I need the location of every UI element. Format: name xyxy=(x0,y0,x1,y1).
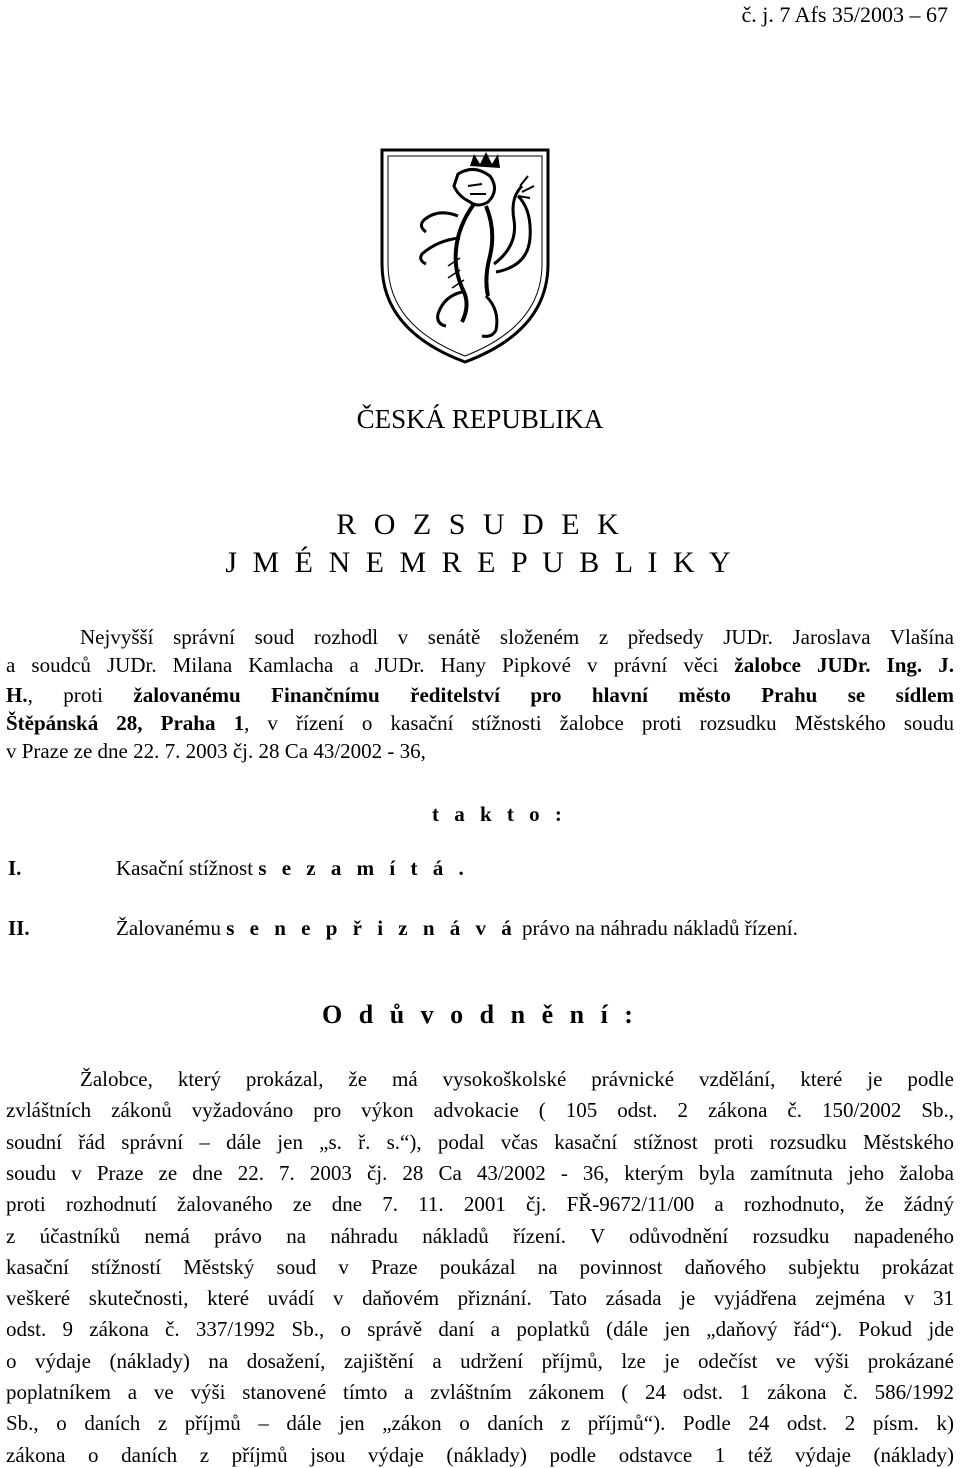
verdict-ruling: s e z a m í t á . xyxy=(258,856,469,880)
intro-line: Nejvyšší správní soud rozhodl v senátě složeném z předsedy JUDr. Jaroslava Vlašína xyxy=(80,625,954,649)
intro-line xyxy=(6,652,954,678)
intro-line xyxy=(6,710,954,736)
intro-text: , v řízení o kasační stížnosti žalobce proti rozsudku Městského soudu xyxy=(244,711,954,735)
reasoning-line: kasační stížností Městský soud v Praze poukázal na povinnost daňového subjektu prokázat xyxy=(6,1254,954,1279)
verdict-ruling: s e n e p ř i z n á v á xyxy=(226,916,517,940)
reasoning-line: o výdaje (náklady) na dosažení, zajištění a udržení příjmů, lze je odečíst ve výši prokázané xyxy=(6,1348,954,1373)
czech-lion-coat-of-arms-icon xyxy=(378,146,552,366)
reasoning-line: poplatníkem a ve výši stanovené tímto a zvláštním zákonem ( 24 odst. 1 zákona č. 586/1992 xyxy=(6,1380,954,1404)
intro-text: , proti xyxy=(27,683,134,707)
verdict-heading: t a k t o : xyxy=(432,802,567,826)
case-reference: č. j. 7 Afs 35/2003 – 67 xyxy=(741,2,948,27)
intro-line xyxy=(6,682,954,708)
reasoning-line: proti rozhodnutí žalovaného ze dne 7. 11. 2001 čj. FŘ-9672/11/00 a rozhodnuto, že žádný xyxy=(6,1192,954,1217)
reasoning-line: soudní řád správní – dále jen „s. ř. s.“), podal včas kasační stížnost proti rozsudku Městského xyxy=(6,1129,954,1154)
country-heading: ČESKÁ REPUBLIKA xyxy=(356,404,604,434)
defendant-name: žalovanému Finančnímu ředitelství pro hlavní město Prahu se sídlem xyxy=(133,683,954,707)
intro-text: a soudců JUDr. Milana Kamlacha a JUDr. Hany Pipkové v právní věci xyxy=(6,653,735,677)
intro-line: v Praze ze dne 22. 7. 2003 čj. 28 Ca 43/2002 - 36, xyxy=(6,739,426,763)
reasoning-line: odst. 9 zákona č. 337/1992 Sb., o správě daní a poplatků (dále jen „daňový řád“). Pokud jde xyxy=(6,1317,954,1342)
plaintiff-name: H. xyxy=(6,683,28,707)
judgment-title: R O Z S U D E K xyxy=(336,508,624,541)
verdict-item-1 xyxy=(116,856,469,881)
plaintiff-name: žalobce JUDr. Ing. J. xyxy=(734,653,954,677)
verdict-item-2 xyxy=(116,916,798,941)
verdict-item-number xyxy=(8,856,21,881)
reasoning-line: Sb., o daních z příjmů – dále jen „zákon o daních z příjmů“). Podle 24 odst. 2 písm. k) xyxy=(6,1411,954,1436)
reasoning-heading: O d ů v o d n ě n í : xyxy=(322,1000,638,1029)
reasoning-line: z účastníků nemá právo na náhradu nákladů řízení. V odůvodnění rozsudku napadeného xyxy=(6,1223,954,1248)
judgment-subtitle: J M É N E M R E P U B L I K Y xyxy=(225,546,735,579)
verdict-text: právo na náhradu nákladů řízení. xyxy=(516,916,798,940)
reasoning-line: Žalobce, který prokázal, že má vysokoškolské právnické vzdělání, které je podle xyxy=(80,1067,954,1091)
reasoning-line: zákona o daních z příjmů jsou výdaje (náklady) podle odstavce 1 též výdaje (náklady) xyxy=(6,1442,954,1467)
reasoning-line: veškeré skutečnosti, které uvádí v daňovém přiznání. Tato zásada je vyjádřena zejména v 31 xyxy=(6,1286,954,1311)
verdict-text: Kasační stížnost xyxy=(116,856,259,880)
reasoning-line: soudu v Praze ze dne 22. 7. 2003 čj. 28 Ca 43/2002 - 36, kterým byla zamítnuta jeho žaloba xyxy=(6,1160,954,1185)
item-number: I. xyxy=(8,856,22,880)
item-number: II. xyxy=(8,916,30,940)
defendant-address: Štěpánská 28, Praha 1 xyxy=(6,711,245,735)
verdict-text: Žalovanému xyxy=(116,916,227,940)
reasoning-line: zvláštních zákonů vyžadováno pro výkon advokacie ( 105 odst. 2 zákona č. 150/2002 Sb., xyxy=(6,1098,954,1123)
verdict-item-number xyxy=(8,916,30,941)
